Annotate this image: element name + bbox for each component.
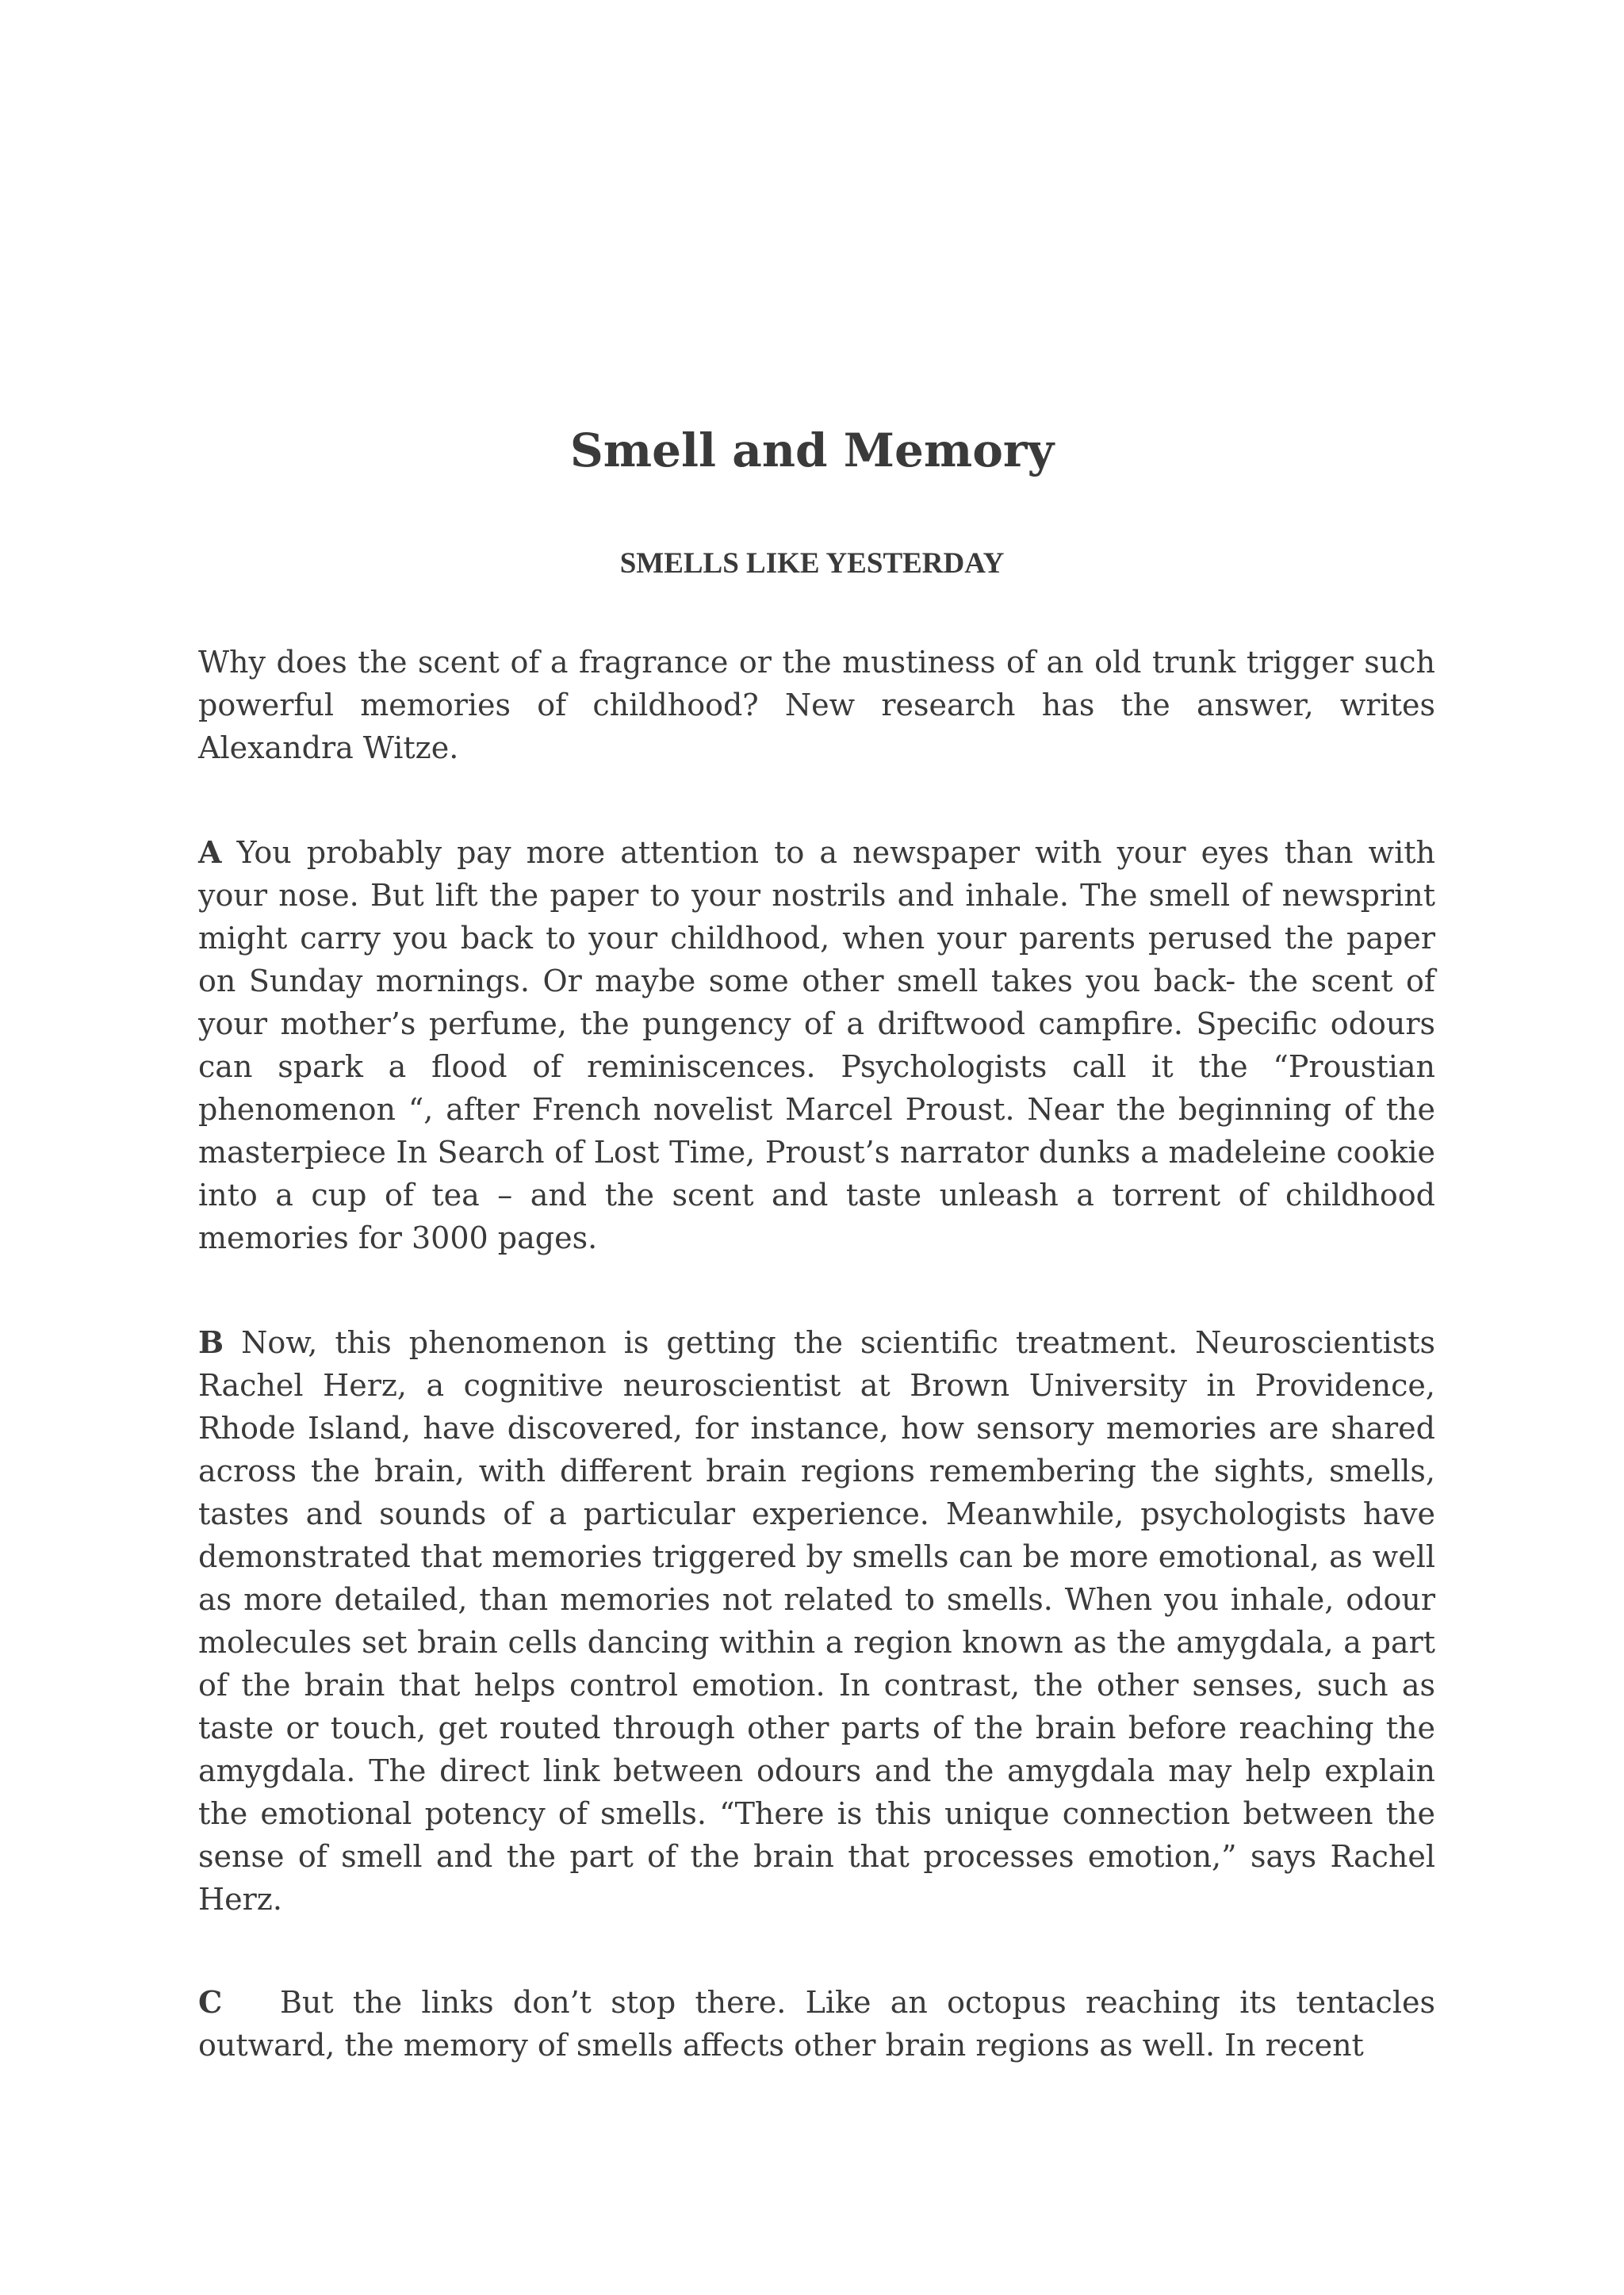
paragraph-text: Now, this phenomenon is getting the scientific treatment. Neuroscientists Rachel Herz, a cognitive neuroscientist at Brown University in Providence, Rhode Island, have discovered, for instance, how sensory memories are shared across the brain, with different brain regions remembering the sights, smells, tastes and sounds of a particular experience. Meanwhile, psychologists have demonstrated that memories triggered by smells can be more emotional, as well as more detailed, than memories not related to smells. When you inhale, odour molecules set brain cells dancing within a region known as the amygdala, a part of the brain that helps control emotion. In contrast, the other senses, such as taste or touch, get routed through other parts of the brain before reaching the amygdala. The direct link between odours and the amygdala may help explain the emotional potency of smells. “There is this unique connection between the sense of smell and the part of the brain that processes emotion,” says Rachel Herz.	[198, 1325, 1435, 1917]
paragraph-b	[198, 1321, 1435, 1921]
paragraph-text: But the links don’t stop there. Like an octopus reaching its tentacles outward, the memory of smells affects other brain regions as well. In recent	[198, 1985, 1435, 2063]
paragraph-a	[198, 831, 1435, 1259]
article-subtitle: SMELLS LIKE YESTERDAY	[619, 547, 1005, 580]
paragraph-label: A	[198, 834, 222, 870]
article-title: Smell and Memory	[569, 423, 1055, 477]
intro-paragraph: Why does the scent of a fragrance or the mustiness of an old trunk trigger such powerful memories of childhood? New research has the answer, writes Alexandra Witze.	[198, 645, 1435, 765]
paragraph-text: You probably pay more attention to a newspaper with your eyes than with your nose. But lift the paper to your nostrils and inhale. The smell of newsprint might carry you back to your childhood, when your parents perused the paper on Sunday mornings. Or maybe some other smell takes you back- the scent of your mother’s perfume, the pungency of a driftwood campfire. Specific odours can spark a flood of reminiscences. Psychologists call it the “Proustian phenomenon “, after French novelist Marcel Proust. Near the beginning of the masterpiece In Search of Lost Time, Proust’s narrator dunks a madeleine cookie into a cup of tea – and the scent and taste unleash a torrent of childhood memories for 3000 pages.	[198, 835, 1435, 1255]
paragraph-label: C	[198, 1984, 223, 2020]
paragraph-label: B	[198, 1324, 224, 1360]
paragraph-c	[198, 1981, 1435, 2067]
